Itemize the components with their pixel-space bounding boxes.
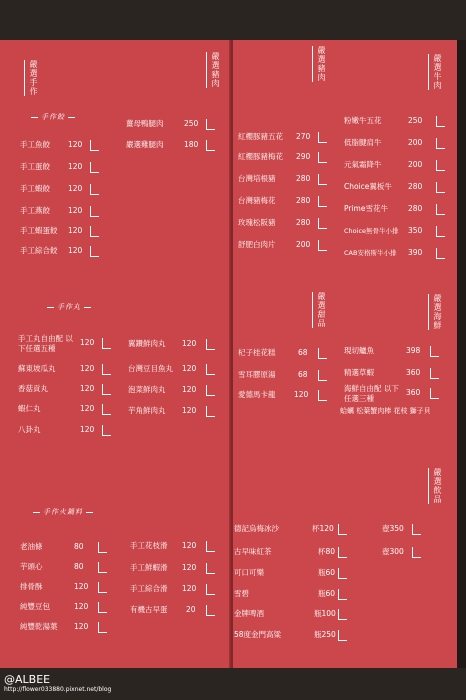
- list-item: [130, 603, 226, 617]
- list-item: [20, 182, 110, 196]
- item-price-bottle: 瓶250: [314, 630, 336, 639]
- list-item: [344, 344, 448, 358]
- item-name: 玫瑰松阪豬: [238, 218, 276, 227]
- list-item: [238, 238, 336, 252]
- list-item: [18, 382, 114, 396]
- item-name: 台灣豆目魚丸: [128, 364, 173, 373]
- item-price: 270: [296, 132, 311, 141]
- list-item: [18, 362, 114, 376]
- item-price: 120: [182, 563, 197, 572]
- item-name: 純豐豆包: [20, 602, 50, 611]
- quantity-box[interactable]: [436, 160, 445, 171]
- item-name: 手工鮮蝦滑: [130, 563, 168, 572]
- list-item: [344, 246, 452, 260]
- item-price-bottle: 瓶60: [318, 589, 336, 598]
- item-price: 120: [182, 584, 197, 593]
- item-name: 薑母鴨腿肉: [126, 119, 164, 128]
- item-name: 愛德馬卡龍: [238, 390, 276, 399]
- list-item: [238, 150, 336, 164]
- title-drinks: 嚴選飲品: [428, 468, 443, 504]
- item-price: 120: [68, 162, 83, 171]
- item-name: 低脂腱肩牛: [344, 138, 382, 147]
- item-name: 老油條: [20, 542, 43, 551]
- list-item: [238, 388, 336, 402]
- item-price: 120: [80, 425, 95, 434]
- item-price: 120: [294, 390, 309, 399]
- item-price: 280: [408, 182, 423, 191]
- item-price: 280: [296, 218, 311, 227]
- list-item: [128, 362, 226, 376]
- item-price-pot: 壺300: [382, 547, 404, 556]
- item-name: 手工丸自由配 以下任選五種: [18, 334, 73, 353]
- title-pork: 嚴選豬肉: [312, 46, 327, 82]
- quantity-box[interactable]: [436, 204, 445, 215]
- list-item: [238, 194, 336, 208]
- item-price-pot: 壺350: [382, 524, 404, 533]
- item-price: 200: [408, 160, 423, 169]
- quantity-box[interactable]: [102, 384, 111, 395]
- quantity-box[interactable]: [318, 390, 327, 401]
- quantity-box[interactable]: [206, 563, 215, 574]
- quantity-box[interactable]: [90, 140, 99, 151]
- item-price: 80: [74, 562, 84, 571]
- item-price: 120: [74, 582, 89, 591]
- item-name: Choice翼板牛: [344, 182, 392, 191]
- quantity-box[interactable]: [98, 542, 107, 553]
- item-name: 手工綜合滑: [130, 584, 168, 593]
- quantity-box[interactable]: [430, 388, 439, 399]
- list-item: [238, 346, 336, 360]
- quantity-box[interactable]: [206, 364, 215, 375]
- item-price: 20: [186, 605, 196, 614]
- section-dumplings: 手作餃: [28, 112, 78, 122]
- quantity-box[interactable]: [90, 184, 99, 195]
- title-beef: 嚴選牛肉: [428, 54, 443, 90]
- quantity-box[interactable]: [206, 385, 215, 396]
- item-price: 360: [406, 388, 421, 397]
- quantity-box[interactable]: [318, 348, 327, 359]
- quantity-box[interactable]: [90, 226, 99, 237]
- item-price: 68: [298, 348, 308, 357]
- item-price-bottle: 瓶100: [314, 609, 336, 618]
- quantity-box[interactable]: [318, 132, 327, 143]
- list-item: [18, 334, 114, 356]
- item-name: 粉嫩牛五花: [344, 116, 382, 125]
- item-name: 手工蛋餃: [20, 162, 50, 171]
- list-item: [344, 224, 452, 238]
- item-name: 翼鑽鮮肉丸: [128, 339, 166, 348]
- item-name: 嚴選雞腿肉: [126, 140, 164, 149]
- list-item: [126, 117, 226, 131]
- list-item: [18, 402, 114, 416]
- quantity-box[interactable]: [98, 602, 107, 613]
- item-price: 120: [68, 226, 83, 235]
- item-name: 元氣霜降牛: [344, 160, 382, 169]
- list-item: [130, 582, 226, 596]
- item-name: 手工魚餃: [20, 140, 50, 149]
- list-item: [20, 560, 116, 574]
- quantity-box[interactable]: [102, 338, 111, 349]
- quantity-box[interactable]: [206, 605, 215, 616]
- item-price: 120: [68, 184, 83, 193]
- quantity-box[interactable]: [412, 524, 421, 535]
- item-price: 120: [68, 140, 83, 149]
- quantity-box[interactable]: [206, 140, 215, 151]
- item-name: 德記烏梅冰沙: [234, 524, 279, 533]
- item-price: 200: [296, 240, 311, 249]
- item-price: 120: [80, 404, 95, 413]
- list-item: [234, 566, 374, 580]
- item-name: 杞子桂花糕: [238, 348, 276, 357]
- item-price: 250: [184, 119, 199, 128]
- quantity-box[interactable]: [430, 346, 439, 357]
- item-name: 芋角鮮肉丸: [128, 406, 166, 415]
- item-name: Choice無骨牛小排: [344, 227, 399, 235]
- item-name: 58度金門高粱: [234, 630, 282, 639]
- item-name: 手工蝦蛋餃: [20, 226, 58, 235]
- quantity-box[interactable]: [206, 339, 215, 350]
- quantity-box[interactable]: [338, 547, 347, 558]
- item-name: 純豐乾湯葉: [20, 622, 58, 631]
- quantity-box[interactable]: [436, 248, 445, 259]
- title-pork-slices: 嚴選豬肉: [206, 52, 221, 88]
- quantity-box[interactable]: [90, 162, 99, 173]
- watermark-url: http://flower033880.pixnet.net/blog: [4, 686, 112, 693]
- item-price: 120: [68, 206, 83, 215]
- item-name: 古早味紅茶: [234, 547, 272, 556]
- quantity-box[interactable]: [102, 364, 111, 375]
- quantity-box[interactable]: [206, 584, 215, 595]
- item-price-cup: 杯80: [318, 547, 336, 556]
- item-name: 蝦仁丸: [18, 404, 41, 413]
- item-name: 台灣豬梅花: [238, 196, 276, 205]
- quantity-box[interactable]: [318, 240, 327, 251]
- quantity-box[interactable]: [430, 368, 439, 379]
- title-handmade: 嚴選手作: [24, 60, 39, 96]
- item-price: 120: [182, 406, 197, 415]
- item-price: 120: [182, 541, 197, 550]
- item-price: 250: [408, 116, 423, 125]
- quantity-box[interactable]: [318, 174, 327, 185]
- item-price: 200: [408, 138, 423, 147]
- item-name: 香菇貢丸: [18, 384, 48, 393]
- list-item: [344, 158, 452, 172]
- quantity-box[interactable]: [318, 370, 327, 381]
- item-name: 可口可樂: [234, 568, 264, 577]
- item-name: 精選草蝦: [344, 368, 374, 377]
- item-name: CAB安格斯牛小排: [344, 249, 397, 257]
- list-item: [130, 539, 226, 553]
- quantity-box[interactable]: [98, 622, 107, 633]
- list-item: [128, 383, 226, 397]
- quantity-box[interactable]: [338, 589, 347, 600]
- list-item: [344, 180, 452, 194]
- list-item: [128, 337, 226, 351]
- item-name: 手工花枝滑: [130, 541, 168, 550]
- list-item: [20, 160, 110, 174]
- item-price: 290: [296, 152, 311, 161]
- item-name: 舒肥白肉片: [238, 240, 276, 249]
- quantity-box[interactable]: [206, 406, 215, 417]
- list-item: [20, 244, 110, 258]
- item-name: 手工燕餃: [20, 206, 50, 215]
- list-item: [130, 561, 226, 575]
- item-price: 398: [406, 346, 421, 355]
- quantity-box[interactable]: [436, 182, 445, 193]
- quantity-box[interactable]: [102, 404, 111, 415]
- item-price-bottle: 瓶60: [318, 568, 336, 577]
- title-dessert: 嚴選甜品: [312, 292, 327, 328]
- list-item: [238, 368, 336, 382]
- item-price: 280: [408, 204, 423, 213]
- item-name: 紅櫻豚豬梅花: [238, 152, 283, 161]
- quantity-box[interactable]: [206, 119, 215, 130]
- list-item: [20, 138, 110, 152]
- page-shadow: [457, 40, 466, 668]
- seafood-options-note: 蛤蠣 松葉蟹肉棒 花枝 獅子貝: [340, 407, 431, 415]
- list-item: [344, 384, 448, 406]
- quantity-box[interactable]: [90, 206, 99, 217]
- item-price: 120: [80, 338, 95, 347]
- item-price: 280: [296, 174, 311, 183]
- item-price: 120: [182, 339, 197, 348]
- list-item: [238, 172, 336, 186]
- quantity-box[interactable]: [338, 609, 347, 620]
- quantity-box[interactable]: [90, 246, 99, 257]
- quantity-box[interactable]: [436, 116, 445, 127]
- list-item: [20, 580, 116, 594]
- quantity-box[interactable]: [436, 138, 445, 149]
- item-name: 泡菜鮮肉丸: [128, 385, 166, 394]
- item-price: 390: [408, 248, 423, 257]
- quantity-box[interactable]: [412, 547, 421, 558]
- item-price: 280: [296, 196, 311, 205]
- quantity-box[interactable]: [206, 541, 215, 552]
- item-price: 120: [74, 622, 89, 631]
- item-name: 手工綜合餃: [20, 246, 58, 255]
- quantity-box[interactable]: [436, 226, 445, 237]
- list-item: [344, 202, 452, 216]
- item-price: 68: [298, 370, 308, 379]
- item-price: 120: [182, 364, 197, 373]
- list-item: [20, 224, 110, 238]
- list-item: [234, 607, 374, 621]
- quantity-box[interactable]: [318, 196, 327, 207]
- item-price: 120: [68, 246, 83, 255]
- watermark: [4, 673, 111, 694]
- item-name: 芋頭心: [20, 562, 43, 571]
- item-price: 120: [74, 602, 89, 611]
- list-item: [234, 628, 374, 642]
- item-name: 金牌啤酒: [234, 609, 264, 618]
- list-item: [234, 522, 424, 536]
- list-item: [20, 204, 110, 218]
- quantity-box[interactable]: [98, 582, 107, 593]
- list-item: [234, 587, 374, 601]
- quantity-box[interactable]: [318, 218, 327, 229]
- item-price: 120: [182, 385, 197, 394]
- list-item: [238, 216, 336, 230]
- quantity-box[interactable]: [338, 524, 347, 535]
- item-price: 350: [408, 226, 423, 235]
- section-balls: 手作丸: [44, 302, 94, 312]
- quantity-box[interactable]: [102, 425, 111, 436]
- item-price: 120: [80, 364, 95, 373]
- item-name: 有機古早蛋: [130, 605, 168, 614]
- item-name: Prime雪花牛: [344, 204, 388, 213]
- list-item: [344, 136, 452, 150]
- item-price: 360: [406, 368, 421, 377]
- quantity-box[interactable]: [338, 630, 347, 641]
- list-item: [20, 600, 116, 614]
- item-name: 雪碧: [234, 589, 249, 598]
- quantity-box[interactable]: [98, 562, 107, 573]
- list-item: [126, 138, 226, 152]
- item-price: 120: [80, 384, 95, 393]
- item-price: 180: [184, 140, 199, 149]
- list-item: [238, 130, 336, 144]
- title-seafood: 嚴選海鮮: [428, 294, 443, 330]
- item-name: 蘇東坡瓜丸: [18, 364, 56, 373]
- list-item: [344, 366, 448, 380]
- item-name: 排骨酥: [20, 582, 43, 591]
- item-price: 80: [74, 542, 84, 551]
- item-name: 紅櫻豚豬五花: [238, 132, 283, 141]
- list-item: [20, 540, 116, 554]
- item-name: 雪耳膠原湯: [238, 370, 276, 379]
- item-name: 手工蝦餃: [20, 184, 50, 193]
- watermark-name: @ALBEE: [4, 673, 51, 686]
- item-price-cup: 杯120: [312, 524, 334, 533]
- item-name: 八卦丸: [18, 425, 41, 434]
- quantity-box[interactable]: [338, 568, 347, 579]
- item-name: 台灣培根豬: [238, 174, 276, 183]
- list-item: [344, 114, 452, 128]
- list-item: [234, 545, 424, 559]
- quantity-box[interactable]: [318, 152, 327, 163]
- item-name: 海鮮自由配 以下任選三種: [344, 384, 399, 403]
- list-item: [18, 423, 114, 437]
- item-name: 現切鱸魚: [344, 346, 374, 355]
- list-item: [128, 404, 226, 418]
- list-item: [20, 620, 116, 634]
- section-hotpot: 手作火鍋料: [30, 507, 96, 517]
